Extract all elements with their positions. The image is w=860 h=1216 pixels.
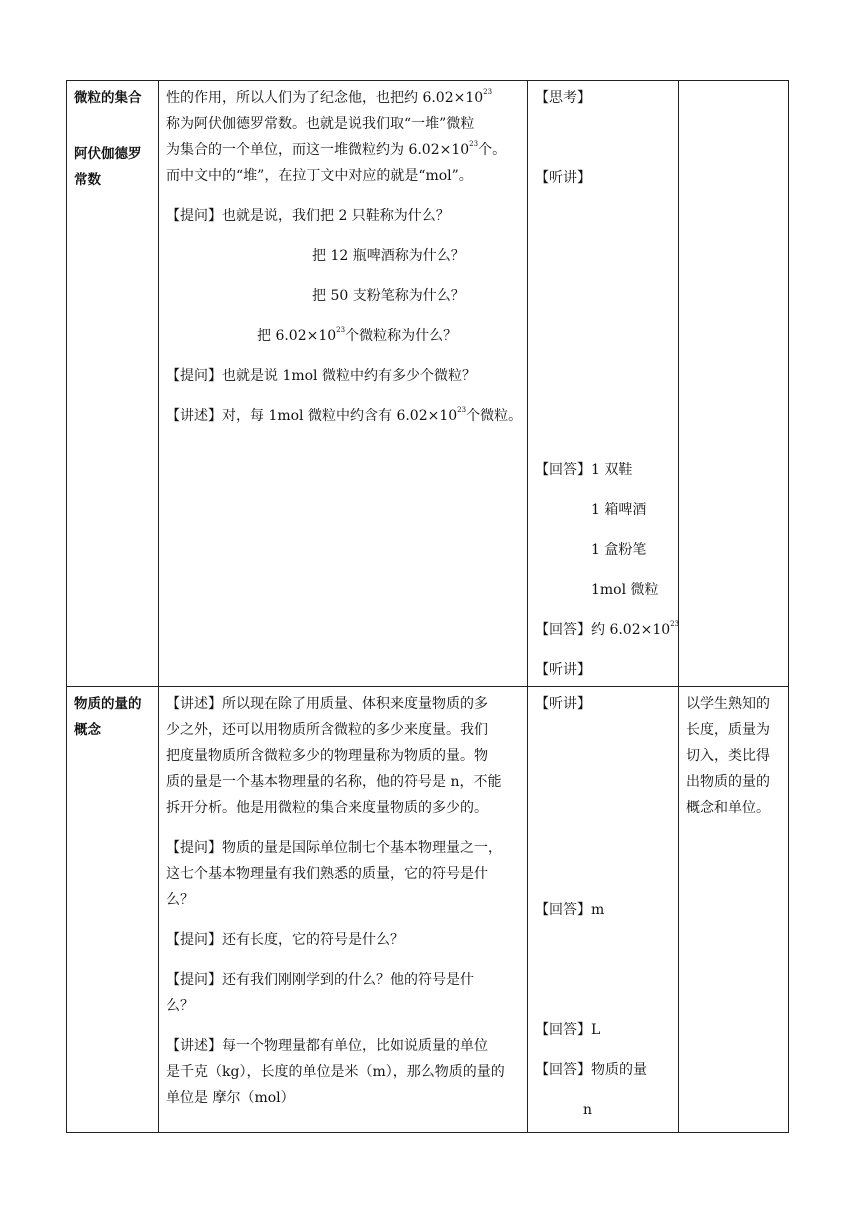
text-line: 而中文中的“堆”，在拉丁文中对应的就是“mol”。 [166,168,473,184]
student-activity-cell [528,687,679,1133]
text-line: 把度量物质所含微粒多少的物理量称为物质的量。物 [166,748,488,764]
text-line: 【提问】物质的量是国际单位制七个基本物理量之一， [166,840,502,856]
topic-label: 微粒的集合 [74,90,142,106]
text-line: 【讲述】每一个物理量都有单位，比如说质量的单位 [166,1038,488,1054]
text-line: 【讲述】所以现在除了用质量、体积来度量物质的多 [166,696,488,712]
topic-cell [67,687,159,1133]
student-action: 【听讲】 [535,662,591,678]
table-row [67,687,789,1133]
student-answer: 【回答】约 $6.02\times 10^{23}$ [535,620,680,638]
student-answer: 1mol 微粒 [591,582,659,598]
text-line: 性的作用，所以人们为了纪念他，也把约 $6.02\times 10^{23}$ [166,88,493,106]
question-text: 【提问】也就是说，我们把 2 只鞋称为什么？ [166,208,450,224]
text-line: 质的量是一个基本物理量的名称，他的符号是 n，不能 [166,774,502,790]
student-action: 【思考】 [535,90,591,106]
question-text: 把 50 支粉笔称为什么？ [312,288,465,304]
text-line: 么？ [166,998,194,1014]
question-text: 【提问】也就是说 1mol 微粒中约有多少个微粒？ [166,368,476,384]
student-answer: 【回答】L [535,1022,601,1038]
note-line: 切入，类比得 [686,748,770,764]
text-line: 拆开分析。他是用微粒的集合来度量物质的多少的。 [166,800,488,816]
student-answer: 【回答】1 双鞋 [535,462,633,478]
topic-label: 物质的量的 [74,696,142,712]
text-line: 【提问】还有长度，它的符号是什么？ [166,932,404,948]
table-row [67,81,789,687]
text-line: 少之外，还可以用物质所含微粒的多少来度量。我们 [166,722,488,738]
text-line: 单位是 摩尔（mol） [166,1090,295,1106]
topic-label: 阿伏伽德罗常数 [74,146,142,188]
student-answer: 1 盒粉笔 [591,542,647,558]
student-answer: n [583,1102,593,1118]
question-text: 把 12 瓶啤酒称为什么？ [312,248,465,264]
text-line: 这七个基本物理量有我们熟悉的质量，它的符号是什 [166,866,488,882]
design-intent-cell [679,687,789,1133]
note-line: 概念和单位。 [686,800,770,816]
design-intent-cell [679,81,789,687]
topic-cell [67,81,159,687]
statement-text: 【讲述】对，每 1mol 微粒中约含有 $6.02\times 10^{23}$个微粒。 [166,406,523,424]
student-action: 【听讲】 [535,696,591,712]
lesson-plan-table [66,80,789,1133]
student-answer: 【回答】物质的量 [535,1062,647,1078]
note-line: 长度，质量为 [686,722,770,738]
text-line: 【提问】还有我们刚刚学到的什么？他的符号是什 [166,972,474,988]
text-line: 么？ [166,892,194,908]
topic-label: 概念 [74,722,101,738]
note-line: 以学生熟知的 [686,696,770,712]
question-text: 把 $6.02\times 10^{23}$个微粒称为什么？ [257,326,458,344]
student-answer: 【回答】m [535,902,605,918]
student-action: 【听讲】 [535,170,591,186]
teacher-activity-cell [159,81,528,687]
student-answer: 1 箱啤酒 [591,502,647,518]
teacher-activity-cell [159,687,528,1133]
student-activity-cell [528,81,679,687]
text-line: 为集合的一个单位，而这一堆微粒约为 $6.02\times 10^{23}$个。 [166,140,507,158]
text-line: 称为阿伏伽德罗常数。也就是说我们取“一堆”微粒 [166,116,475,132]
text-line: 是千克（kg），长度的单位是米（m），那么物质的量的 [166,1064,505,1080]
note-line: 出物质的量的 [686,774,770,790]
